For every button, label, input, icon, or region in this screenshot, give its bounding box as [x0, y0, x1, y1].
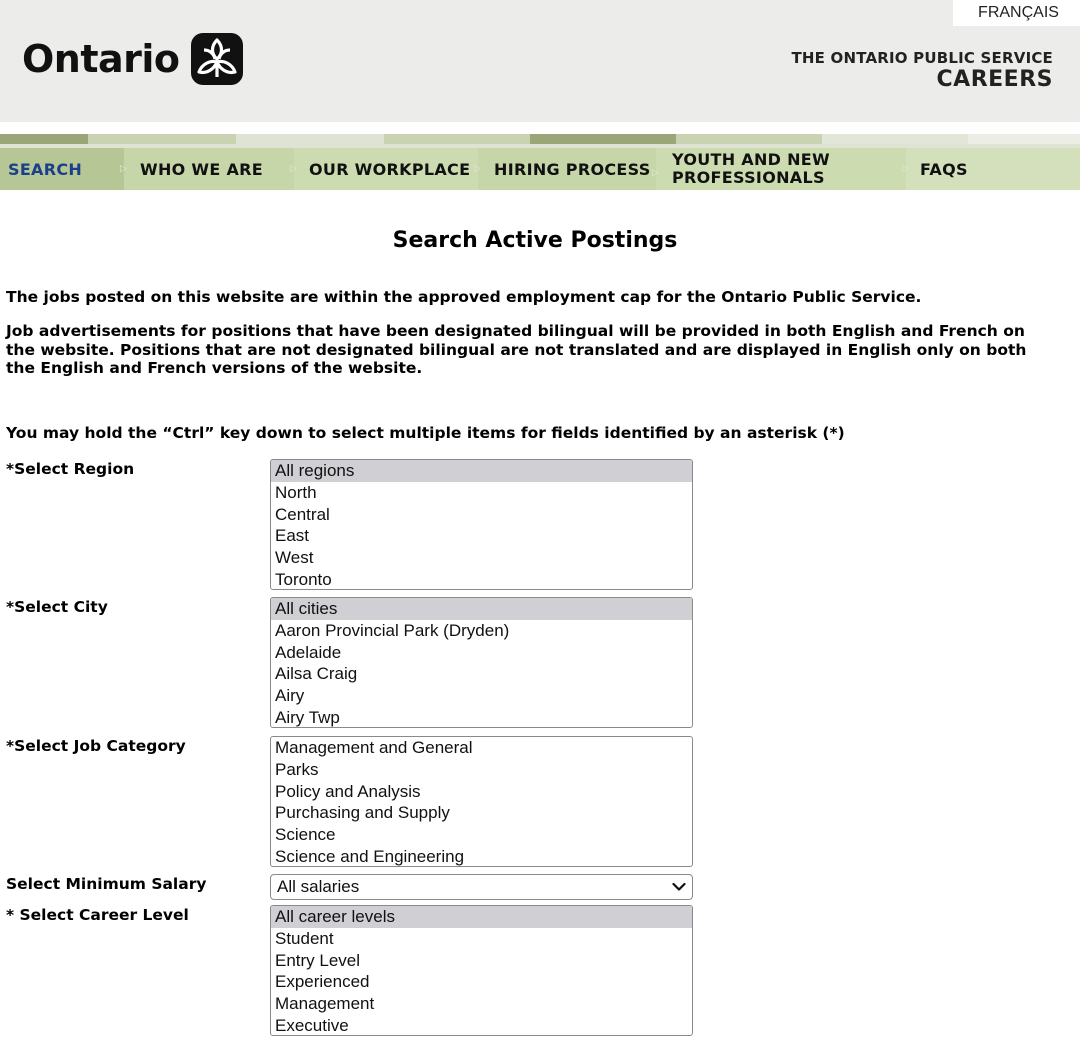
- job-category-option[interactable]: Science and Engineering: [275, 846, 465, 866]
- career-level-option[interactable]: Student: [275, 928, 334, 948]
- nav-who-we-are[interactable]: [120, 148, 294, 190]
- career-level-option[interactable]: Entry Level: [275, 950, 361, 970]
- nav-hiring-process[interactable]: [474, 148, 656, 190]
- trillium-icon: [190, 32, 244, 86]
- job-category-option[interactable]: Purchasing and Supply: [275, 803, 450, 823]
- job-category-option[interactable]: Parks: [275, 759, 319, 779]
- nav-who-we-are-label: WHO WE ARE: [140, 159, 263, 179]
- nav-our-workplace-label: OUR WORKPLACE: [309, 159, 471, 179]
- nav-youth-label-line1: YOUTH AND NEW: [672, 150, 830, 169]
- nav-youth-label-line2: PROFESSIONALS: [672, 168, 825, 187]
- career-level-option[interactable]: All career levels: [271, 906, 692, 928]
- nav-separator-icon: ▷: [902, 164, 910, 174]
- career-level-option[interactable]: Experienced: [275, 972, 370, 992]
- ops-title: THE ONTARIO PUBLIC SERVICE: [791, 49, 1053, 67]
- city-option[interactable]: Aaron Provincial Park (Dryden): [275, 620, 510, 640]
- city-option[interactable]: Airy: [275, 686, 305, 706]
- region-listbox[interactable]: [270, 459, 693, 590]
- nav-our-workplace[interactable]: [290, 148, 478, 190]
- region-option[interactable]: East: [275, 526, 310, 546]
- site-header: [0, 0, 1080, 122]
- francais-language-link[interactable]: FRANÇAIS: [953, 0, 1080, 26]
- bilingual-notice: Job advertisements for positions that have been designated bilingual will be provided in both English and French on the website. Positions that are not designated bilingual are not translated and are displayed in English only on both the English and French versions of the website.: [6, 322, 1027, 377]
- city-label: *Select City: [6, 598, 108, 616]
- city-listbox[interactable]: [270, 597, 693, 728]
- city-option[interactable]: All cities: [271, 598, 692, 620]
- ontario-logo[interactable]: [22, 32, 244, 86]
- nav-separator-icon: ▷: [474, 164, 482, 174]
- job-category-option[interactable]: Policy and Analysis: [275, 781, 421, 801]
- nav-hiring-process-label: HIRING PROCESS: [494, 159, 651, 179]
- ops-careers-wordmark[interactable]: [791, 51, 1053, 91]
- city-option[interactable]: Airy Twp: [275, 707, 340, 727]
- chevron-down-icon: [672, 881, 686, 893]
- job-category-listbox[interactable]: [270, 736, 693, 867]
- region-label: *Select Region: [6, 460, 135, 478]
- employment-cap-notice: The jobs posted on this website are within the approved employment cap for the Ontario Public Service.: [6, 288, 922, 306]
- region-option[interactable]: North: [275, 482, 317, 502]
- nav-separator-icon: ▷: [290, 164, 298, 174]
- logo-wordmark: Ontario: [22, 37, 180, 81]
- nav-separator-icon: ▷: [120, 164, 128, 174]
- career-level-listbox[interactable]: [270, 905, 693, 1036]
- nav-separator-icon: ▷: [652, 168, 660, 178]
- page-title: Search Active Postings: [392, 228, 678, 253]
- careers-title: CAREERS: [936, 67, 1053, 92]
- nav-youth-and-new-professionals[interactable]: [652, 148, 906, 190]
- career-level-option[interactable]: Executive: [275, 1015, 349, 1035]
- decorative-stripe: [0, 134, 1080, 144]
- nav-faqs-label: FAQS: [920, 159, 968, 179]
- career-level-label: * Select Career Level: [6, 906, 189, 924]
- min-salary-select[interactable]: [270, 874, 693, 900]
- nav-search[interactable]: [0, 148, 124, 190]
- main-navigation: [0, 148, 1080, 190]
- min-salary-value: All salaries: [277, 877, 360, 896]
- city-option[interactable]: Adelaide: [275, 642, 342, 662]
- region-option[interactable]: Central: [275, 504, 330, 524]
- region-option[interactable]: West: [275, 548, 314, 568]
- job-category-label: *Select Job Category: [6, 737, 186, 755]
- min-salary-label: Select Minimum Salary: [6, 875, 207, 893]
- job-category-option[interactable]: Management and General: [275, 738, 473, 757]
- nav-faqs[interactable]: [902, 148, 1080, 190]
- ctrl-key-instructions: You may hold the “Ctrl” key down to select multiple items for fields identified by an asterisk (*): [6, 424, 845, 442]
- region-option[interactable]: Toronto: [275, 569, 332, 589]
- career-level-option[interactable]: Management: [275, 994, 375, 1014]
- nav-youth-label: [672, 151, 830, 187]
- region-option[interactable]: All regions: [271, 460, 692, 482]
- city-option[interactable]: Ailsa Craig: [275, 664, 358, 684]
- nav-search-label: SEARCH: [8, 159, 83, 179]
- job-category-option[interactable]: Science: [275, 825, 336, 845]
